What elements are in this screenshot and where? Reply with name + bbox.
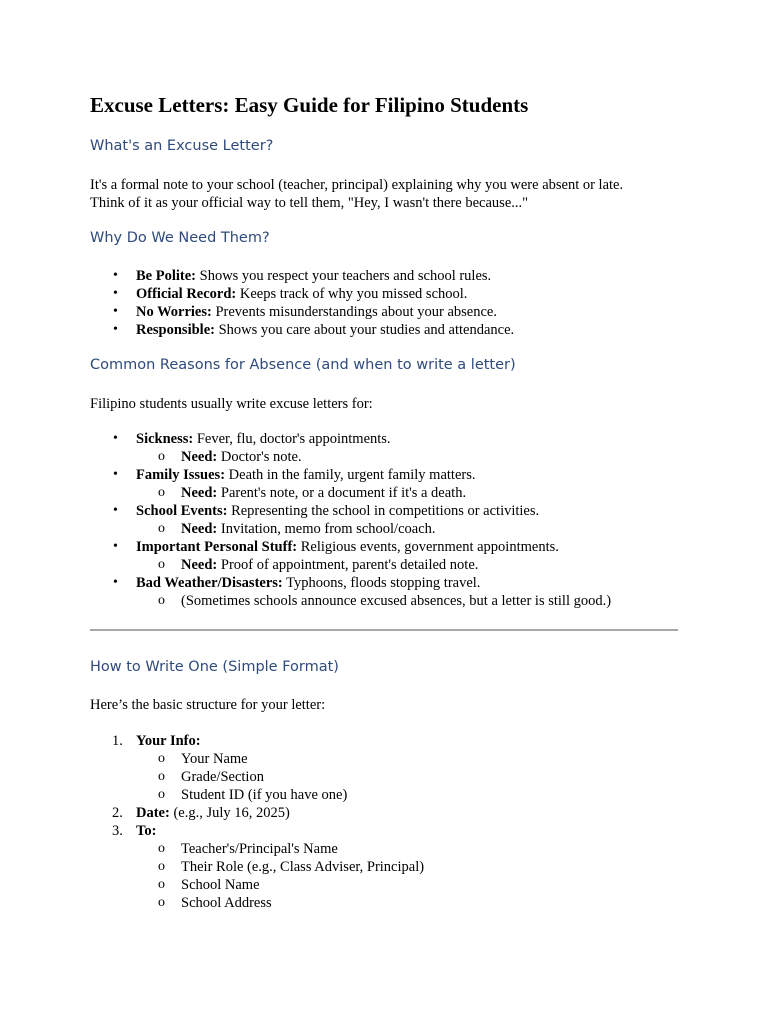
- bullet-icon: •: [113, 286, 118, 301]
- circle-bullet-icon: o: [158, 449, 165, 464]
- sub-list-item: [90, 520, 611, 538]
- sub-item-label: Need:: [181, 557, 218, 573]
- item-number: 1.: [112, 733, 123, 749]
- item-label: Important Personal Stuff:: [136, 539, 298, 555]
- item-label: Family Issues:: [136, 467, 226, 483]
- item-text: Religious events, government appointments.: [297, 539, 559, 555]
- sub-item-text: Teacher's/Principal's Name: [181, 841, 338, 857]
- item-number: 2.: [112, 805, 123, 821]
- list-item: [90, 430, 611, 448]
- item-text: Shows you respect your teachers and school rules.: [196, 268, 492, 284]
- list-item: [90, 303, 514, 321]
- item-text: Death in the family, urgent family matters.: [225, 467, 476, 483]
- bullet-icon: •: [113, 322, 118, 337]
- sub-list-item: [90, 750, 424, 768]
- list-item: [90, 732, 424, 750]
- list-item: [90, 285, 514, 303]
- sub-item-label: Need:: [181, 449, 218, 465]
- sub-list-item: [90, 858, 424, 876]
- item-text: Prevents misunderstandings about your absence.: [211, 304, 497, 320]
- item-label: Your Info:: [136, 733, 201, 749]
- section-heading-reasons: Common Reasons for Absence (and when to write a letter): [90, 357, 516, 373]
- circle-bullet-icon: o: [158, 877, 165, 892]
- circle-bullet-icon: o: [158, 521, 165, 536]
- horizontal-divider: [90, 629, 678, 631]
- sub-list-item: [90, 768, 424, 786]
- bullet-icon: •: [113, 503, 118, 518]
- sub-list-item: [90, 786, 424, 804]
- item-text: Keeps track of why you missed school.: [236, 286, 468, 302]
- circle-bullet-icon: o: [158, 841, 165, 856]
- why-list: [90, 267, 514, 339]
- list-item: [90, 466, 611, 484]
- item-label: Sickness:: [136, 431, 194, 447]
- sub-item-text: (Sometimes schools announce excused absences, but a letter is still good.): [181, 593, 612, 609]
- list-item: [90, 321, 514, 339]
- sub-item-text: Grade/Section: [181, 769, 264, 785]
- how-list: [90, 732, 424, 912]
- item-number: 3.: [112, 823, 123, 839]
- circle-bullet-icon: o: [158, 557, 165, 572]
- sub-list-item: [90, 894, 424, 912]
- reasons-list: [90, 430, 611, 610]
- list-item: [90, 822, 424, 840]
- bullet-icon: •: [113, 431, 118, 446]
- bullet-icon: •: [113, 268, 118, 283]
- what-paragraph-line-2: Think of it as your official way to tell them, "Hey, I wasn't there because...": [90, 195, 529, 211]
- sub-list-item: [90, 592, 611, 610]
- sub-item-text: Doctor's note.: [217, 449, 302, 465]
- item-text: Shows you care about your studies and attendance.: [214, 322, 515, 338]
- list-item: [90, 574, 611, 592]
- what-paragraph-line-1: It's a formal note to your school (teacher, principal) explaining why you were absent or late.: [90, 177, 624, 193]
- sub-item-label: Need:: [181, 485, 218, 501]
- item-label: Bad Weather/Disasters:: [136, 575, 283, 591]
- sub-list-item: [90, 840, 424, 858]
- list-item: [90, 538, 611, 556]
- sub-item-text: School Address: [181, 895, 272, 911]
- section-heading-why: Why Do We Need Them?: [90, 230, 270, 246]
- sub-item-text: Student ID (if you have one): [181, 787, 348, 803]
- sub-item-text: School Name: [181, 877, 260, 893]
- item-label: School Events:: [136, 503, 228, 519]
- sub-item-text: Invitation, memo from school/coach.: [217, 521, 436, 537]
- bullet-icon: •: [113, 575, 118, 590]
- item-label: No Worries:: [136, 304, 212, 320]
- item-text: Fever, flu, doctor's appointments.: [193, 431, 391, 447]
- section-heading-what: What's an Excuse Letter?: [90, 138, 274, 154]
- circle-bullet-icon: o: [158, 895, 165, 910]
- item-text: Representing the school in competitions or activities.: [227, 503, 540, 519]
- sub-list-item: [90, 876, 424, 894]
- section-heading-how: How to Write One (Simple Format): [90, 659, 339, 675]
- item-text: (e.g., July 16, 2025): [169, 805, 290, 821]
- item-label: To:: [136, 823, 157, 839]
- item-label: Responsible:: [136, 322, 215, 338]
- how-intro: Here’s the basic structure for your letter:: [90, 697, 326, 713]
- circle-bullet-icon: o: [158, 751, 165, 766]
- circle-bullet-icon: o: [158, 485, 165, 500]
- sub-item-text: Your Name: [181, 751, 248, 767]
- sub-list-item: [90, 484, 611, 502]
- page-title: Excuse Letters: Easy Guide for Filipino Students: [90, 93, 529, 117]
- item-label: Date:: [136, 805, 170, 821]
- bullet-icon: •: [113, 304, 118, 319]
- circle-bullet-icon: o: [158, 859, 165, 874]
- sub-item-label: Need:: [181, 521, 218, 537]
- list-item: [90, 267, 514, 285]
- item-text: Typhoons, floods stopping travel.: [282, 575, 481, 591]
- sub-list-item: [90, 448, 611, 466]
- what-paragraph: [90, 176, 690, 212]
- list-item: [90, 804, 424, 822]
- sub-item-text: Their Role (e.g., Class Adviser, Principal): [181, 859, 425, 875]
- sub-list-item: [90, 556, 611, 574]
- reasons-intro: Filipino students usually write excuse letters for:: [90, 396, 373, 412]
- item-label: Official Record:: [136, 286, 237, 302]
- circle-bullet-icon: o: [158, 769, 165, 784]
- circle-bullet-icon: o: [158, 593, 165, 608]
- circle-bullet-icon: o: [158, 787, 165, 802]
- bullet-icon: •: [113, 539, 118, 554]
- sub-item-text: Proof of appointment, parent's detailed note.: [217, 557, 479, 573]
- bullet-icon: •: [113, 467, 118, 482]
- item-label: Be Polite:: [136, 268, 196, 284]
- list-item: [90, 502, 611, 520]
- sub-item-text: Parent's note, or a document if it's a death.: [217, 485, 467, 501]
